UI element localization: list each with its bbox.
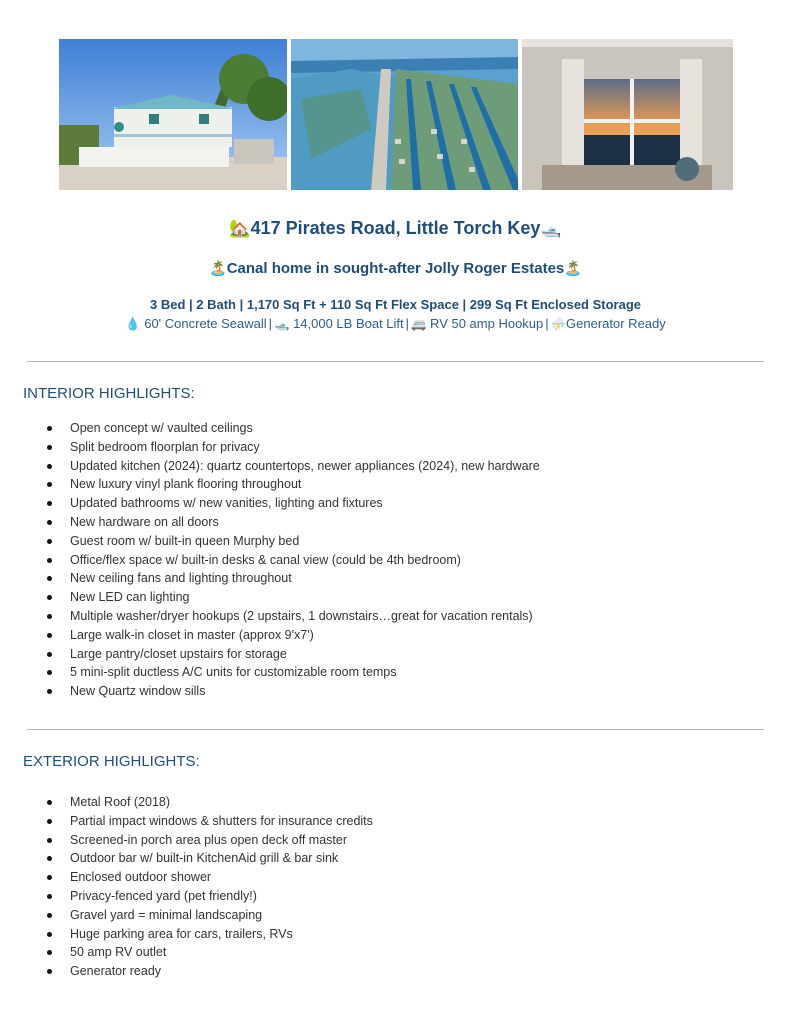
house-exterior-photo bbox=[59, 39, 287, 190]
photo-strip bbox=[59, 39, 733, 190]
property-address: 417 Pirates Road, Little Torch Key bbox=[250, 218, 541, 238]
property-title bbox=[0, 216, 791, 241]
subtitle-text: Canal home in sought-after Jolly Roger Estates bbox=[226, 260, 565, 277]
feature-seawall: 60' Concrete Seawall bbox=[144, 316, 267, 331]
rv-icon: 🚐 bbox=[411, 317, 427, 331]
feature-line bbox=[0, 315, 791, 333]
list-item: Large walk-in closet in master (approx 9'x7') bbox=[0, 626, 540, 645]
aerial-canal-photo bbox=[291, 39, 518, 190]
list-item: New hardware on all doors bbox=[0, 513, 540, 532]
list-item: Huge parking area for cars, trailers, RVs bbox=[0, 925, 373, 944]
list-item: Enclosed outdoor shower bbox=[0, 868, 373, 887]
feature-boat-lift: 14,000 LB Boat Lift bbox=[293, 316, 404, 331]
feature-rv-hookup: RV 50 amp Hookup bbox=[430, 316, 544, 331]
list-item: 50 amp RV outlet bbox=[0, 943, 373, 962]
boat-icon: 🛥️ bbox=[540, 219, 562, 239]
sunset-window-photo bbox=[522, 39, 733, 190]
island-icon: 🏝️ bbox=[564, 261, 583, 277]
list-item: Office/flex space w/ built-in desks & canal view (could be 4th bedroom) bbox=[0, 551, 540, 570]
list-item: New Quartz window sills bbox=[0, 682, 540, 701]
feature-separator: | bbox=[405, 316, 410, 331]
exterior-heading: EXTERIOR HIGHLIGHTS: bbox=[23, 753, 200, 770]
feature-separator: | bbox=[545, 316, 549, 331]
list-item: New LED can lighting bbox=[0, 588, 540, 607]
list-item: Large pantry/closet upstairs for storage bbox=[0, 645, 540, 664]
island-icon: 🏝️ bbox=[208, 261, 227, 277]
list-item: Updated kitchen (2024): quartz countertops, newer appliances (2024), new hardware bbox=[0, 457, 540, 476]
property-specs: 3 Bed | 2 Bath | 1,170 Sq Ft + 110 Sq Ft Flex Space | 299 Sq Ft Enclosed Storage bbox=[150, 297, 641, 312]
list-item: Open concept w/ vaulted ceilings bbox=[0, 419, 540, 438]
list-item: New luxury vinyl plank flooring throughout bbox=[0, 475, 540, 494]
list-item: 5 mini-split ductless A/C units for customizable room temps bbox=[0, 663, 540, 682]
list-item: Multiple washer/dryer hookups (2 upstairs, 1 downstairs…great for vacation rentals) bbox=[0, 607, 540, 626]
list-item: Screened-in porch area plus open deck off master bbox=[0, 831, 373, 850]
list-item: Split bedroom floorplan for privacy bbox=[0, 438, 540, 457]
list-item: Outdoor bar w/ built-in KitchenAid grill & bar sink bbox=[0, 849, 373, 868]
exterior-list bbox=[0, 793, 373, 981]
storm-icon: ⛈️ bbox=[550, 317, 567, 331]
feature-generator: Generator Ready bbox=[566, 316, 666, 331]
water-drop-icon: 💧 bbox=[125, 317, 141, 331]
boat-icon: 🛥️ bbox=[274, 317, 290, 331]
list-item: Partial impact windows & shutters for insurance credits bbox=[0, 812, 373, 831]
section-divider bbox=[27, 361, 764, 362]
list-item: Generator ready bbox=[0, 962, 373, 981]
property-subtitle bbox=[0, 259, 791, 279]
list-item: Privacy-fenced yard (pet friendly!) bbox=[0, 887, 373, 906]
interior-list bbox=[0, 419, 540, 701]
list-item: Metal Roof (2018) bbox=[0, 793, 373, 812]
house-icon: 🏡 bbox=[229, 219, 251, 239]
feature-separator: | bbox=[268, 316, 273, 331]
list-item: Guest room w/ built-in queen Murphy bed bbox=[0, 532, 540, 551]
list-item: Updated bathrooms w/ new vanities, lighting and fixtures bbox=[0, 494, 540, 513]
section-divider bbox=[27, 729, 764, 730]
list-item: New ceiling fans and lighting throughout bbox=[0, 569, 540, 588]
interior-heading: INTERIOR HIGHLIGHTS: bbox=[23, 385, 195, 402]
list-item: Gravel yard = minimal landscaping bbox=[0, 906, 373, 925]
